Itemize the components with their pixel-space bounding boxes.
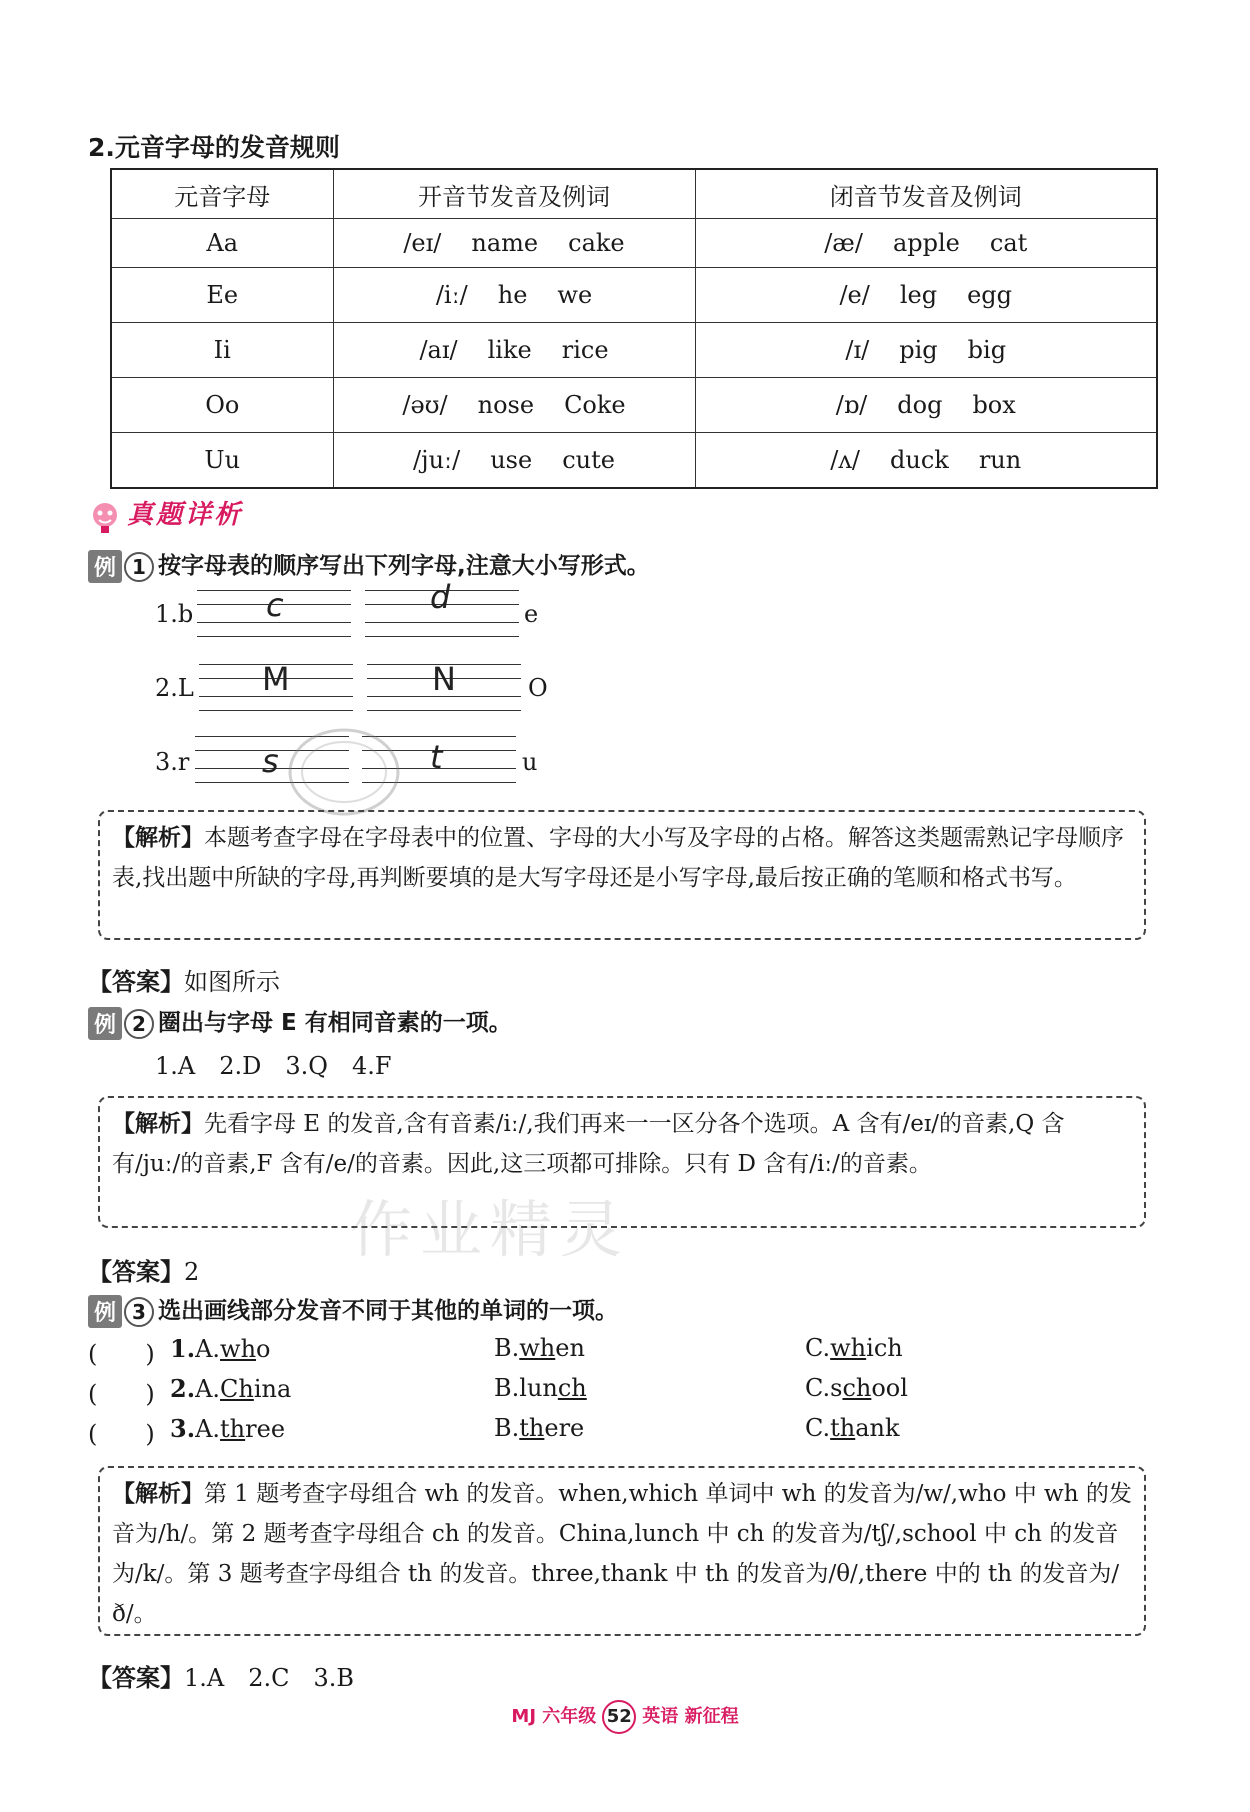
ex1-item-end: O — [528, 674, 548, 702]
example-tag: 例 — [88, 1295, 122, 1328]
ex2-answer-text: 2 — [184, 1258, 200, 1286]
ex3-answer-text: 1.A 2.C 3.B — [184, 1664, 355, 1692]
mascot-icon — [88, 500, 122, 538]
vowel-letter: Ee — [111, 268, 333, 323]
closed-syllable-cell: /e/ leg egg — [695, 268, 1157, 323]
note-tag: 【解析】 — [112, 1481, 204, 1507]
closed-syllable-cell: /ʌ/ duck run — [695, 433, 1157, 489]
closed-syllable-cell: /ɪ/ pig big — [695, 323, 1157, 378]
ex3-option-b: B.when — [494, 1334, 585, 1362]
vowel-letter: Aa — [111, 219, 333, 268]
vowel-letter: Ii — [111, 323, 333, 378]
footer-right: 英语 新征程 — [642, 1706, 739, 1727]
ex3-option-c: C.school — [805, 1374, 908, 1402]
closed-syllable-cell: /æ/ apple cat — [695, 219, 1157, 268]
ex1-item-label: 1.b — [155, 600, 194, 628]
ex1-explanation-box — [98, 810, 1146, 940]
ex3-option-c: C.which — [805, 1334, 903, 1362]
ex3-option-b: B.lunch — [494, 1374, 587, 1402]
analysis-section-header — [88, 494, 243, 538]
closed-syllable-cell: /ɒ/ dog box — [695, 378, 1157, 433]
ex3-option-a: 3.A.three — [170, 1414, 286, 1443]
table-row — [111, 268, 1157, 323]
ex2-answer-line — [88, 1252, 199, 1287]
table-row — [111, 433, 1157, 489]
answer-paren: ( ) — [88, 1420, 155, 1448]
page-footer — [0, 1700, 1250, 1734]
ex1-question-line — [88, 547, 650, 583]
answer-paren: ( ) — [88, 1340, 155, 1368]
ex1-answer: t — [430, 738, 443, 776]
open-syllable-cell: /əʊ/ nose Coke — [333, 378, 695, 433]
ex3-question-line — [88, 1292, 618, 1328]
table-header: 元音字母 — [111, 169, 333, 219]
ex1-item-label: 3.r — [155, 748, 190, 776]
ex3-option-a: 2.A.China — [170, 1374, 292, 1403]
ex1-item-label: 2.L — [155, 674, 194, 702]
ex3-explanation-box — [98, 1466, 1146, 1636]
ex3-option-c: C.thank — [805, 1414, 900, 1442]
ex3-option-a: 1.A.who — [170, 1334, 271, 1363]
answer-tag: 【答案】 — [88, 1258, 184, 1286]
ex2-explanation: 先看字母 E 的发音,含有音素/iː/,我们再来一一区分各个选项。A 含有/eɪ/的音素,Q 含有/juː/的音素,F 含有/e/的音素。因此,这三项都可排除。只有 D 含有/iː/的音素。 — [112, 1111, 1065, 1177]
open-syllable-cell: /aɪ/ like rice — [333, 323, 695, 378]
table-row — [111, 219, 1157, 268]
answer-paren: ( ) — [88, 1380, 155, 1408]
open-syllable-cell: /eɪ/ name cake — [333, 219, 695, 268]
ex3-answer-line — [88, 1658, 354, 1693]
ex1-answer-line — [88, 962, 280, 997]
ex1-question: 按字母表的顺序写出下列字母,注意大小写形式。 — [158, 553, 650, 579]
ex1-answer: d — [430, 578, 451, 616]
example-number: 3 — [124, 1297, 154, 1327]
open-syllable-cell: /iː/ he we — [333, 268, 695, 323]
vowel-letter: Uu — [111, 433, 333, 489]
ex1-answer: N — [432, 660, 456, 698]
vowel-table — [110, 168, 1158, 489]
page-number: 52 — [602, 1700, 636, 1734]
analysis-header: 真题详析 — [127, 500, 244, 530]
ex3-question: 选出画线部分发音不同于其他的单词的一项。 — [158, 1298, 619, 1324]
ex1-answer: c — [266, 586, 284, 624]
answer-tag: 【答案】 — [88, 968, 184, 996]
table-header: 开音节发音及例词 — [333, 169, 695, 219]
ex3-option-b: B.there — [494, 1414, 585, 1442]
note-tag: 【解析】 — [112, 1111, 204, 1137]
example-number: 1 — [124, 552, 154, 582]
example-tag: 例 — [88, 1007, 122, 1040]
ex1-item-end: u — [522, 748, 538, 776]
ex2-options: 1.A 2.D 3.Q 4.F — [155, 1052, 392, 1080]
ex2-question-line — [88, 1004, 512, 1040]
ex1-item-end: e — [524, 600, 539, 628]
ex1-explanation: 本题考查字母在字母表中的位置、字母的大小写及字母的占格。解答这类题需熟记字母顺序表,找出题中所缺的字母,再判断要填的是大写字母还是小写字母,最后按正确的笔顺和格式书写。 — [112, 825, 1124, 891]
section-title: 2.元音字母的发音规则 — [88, 133, 340, 162]
footer-left: MJ 六年级 — [511, 1706, 597, 1727]
ex1-answer: s — [262, 742, 279, 780]
table-row — [111, 378, 1157, 433]
answer-tag: 【答案】 — [88, 1664, 184, 1692]
open-syllable-cell: /juː/ use cute — [333, 433, 695, 489]
ex1-answer: M — [262, 660, 290, 698]
example-tag: 例 — [88, 550, 122, 583]
stamp-icon — [286, 726, 402, 822]
watermark: 作业精灵 — [350, 1193, 631, 1266]
vowel-letter: Oo — [111, 378, 333, 433]
ex1-answer-text: 如图所示 — [184, 968, 280, 996]
table-row — [111, 323, 1157, 378]
ex3-explanation: 第 1 题考查字母组合 wh 的发音。when,which 单词中 wh 的发音为/w/,who 中 wh 的发音为/h/。第 2 题考查字母组合 ch 的发音。China,lunch 中 ch 的发音为/tʃ/,school 中 ch 的发音为/k/。第 3 题考查字母组合 th 的发音。three,thank 中 th 的发音为/θ/,there 中的 th 的发音为/ð/。 — [112, 1481, 1132, 1627]
note-tag: 【解析】 — [112, 825, 204, 851]
ex2-question: 圈出与字母 E 有相同音素的一项。 — [158, 1010, 512, 1036]
table-header: 闭音节发音及例词 — [695, 169, 1157, 219]
table-header-row — [111, 169, 1157, 219]
example-number: 2 — [124, 1009, 154, 1039]
